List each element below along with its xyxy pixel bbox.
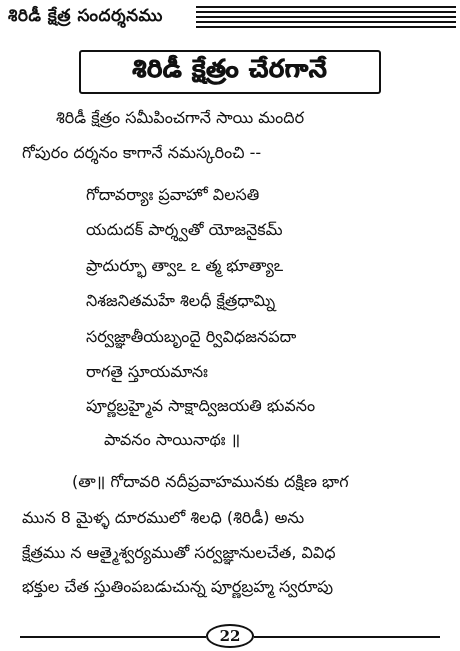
section-title: శిరిడీ క్షేత్రం చేరగానే <box>132 54 328 83</box>
verse-line: యదుదక్ పార్శ్వతో యోజనైకమ్ <box>86 220 283 239</box>
translation-line: మున 8 మైళ్ళ దూరములో శిలధి (శిరిడీ) అను <box>22 508 305 527</box>
translation-line: (తా॥ గోదావరి నదీప్రవాహమునకు దక్షిణ భాగ <box>72 472 349 491</box>
intro-line: గోపురం దర్శనం కాగానే నమస్కరించి -- <box>22 143 262 162</box>
page-number: 22 <box>206 624 254 648</box>
verse-line: రాగతై స్తూయమానః <box>86 362 208 381</box>
running-header: శిరిడీ క్షేత్ర సందర్శనము <box>8 6 163 26</box>
translation-line: భక్తుల చేత స్తుతింపబడుచున్న పూర్ణబ్రహ్మ స్వరూపు <box>22 577 334 596</box>
verse-line: నిశజనితమహే శిలధీ క్షేత్రధామ్ని <box>86 291 276 310</box>
header-rule <box>196 16 456 18</box>
header-rule <box>196 26 456 28</box>
footer-rule-right <box>254 636 440 638</box>
verse-line: గోదావర్యాః ప్రవాహో విలసతి <box>86 185 260 204</box>
intro-line: శిరిడీ క్షేత్రం సమీపించగానే సాయి మందిర <box>56 108 305 127</box>
verse-line: ప్రాదుర్భూ త్వాఽ ఽ త్మ భూత్యాఽ <box>86 256 284 275</box>
translation-line: క్షేత్రము న ఆత్మైశ్వర్యముతో సర్వజ్ఞానులచేత, వివిధ <box>22 543 336 562</box>
verse-line: సర్వజ్ఞాతీయబృందై ర్వివిధజనపదా <box>86 327 297 346</box>
verse-line: పావనం సాయినాథః ॥ <box>104 430 241 449</box>
verse-line: పూర్ణబ్రహ్మైవ సాక్షాద్విజయతి భువనం <box>86 396 316 415</box>
header-rules <box>196 6 456 34</box>
footer-rule-left <box>20 636 206 638</box>
header-rule <box>196 21 456 23</box>
header-rule <box>196 6 456 8</box>
section-title-box <box>79 50 381 94</box>
header-rule <box>196 11 456 13</box>
